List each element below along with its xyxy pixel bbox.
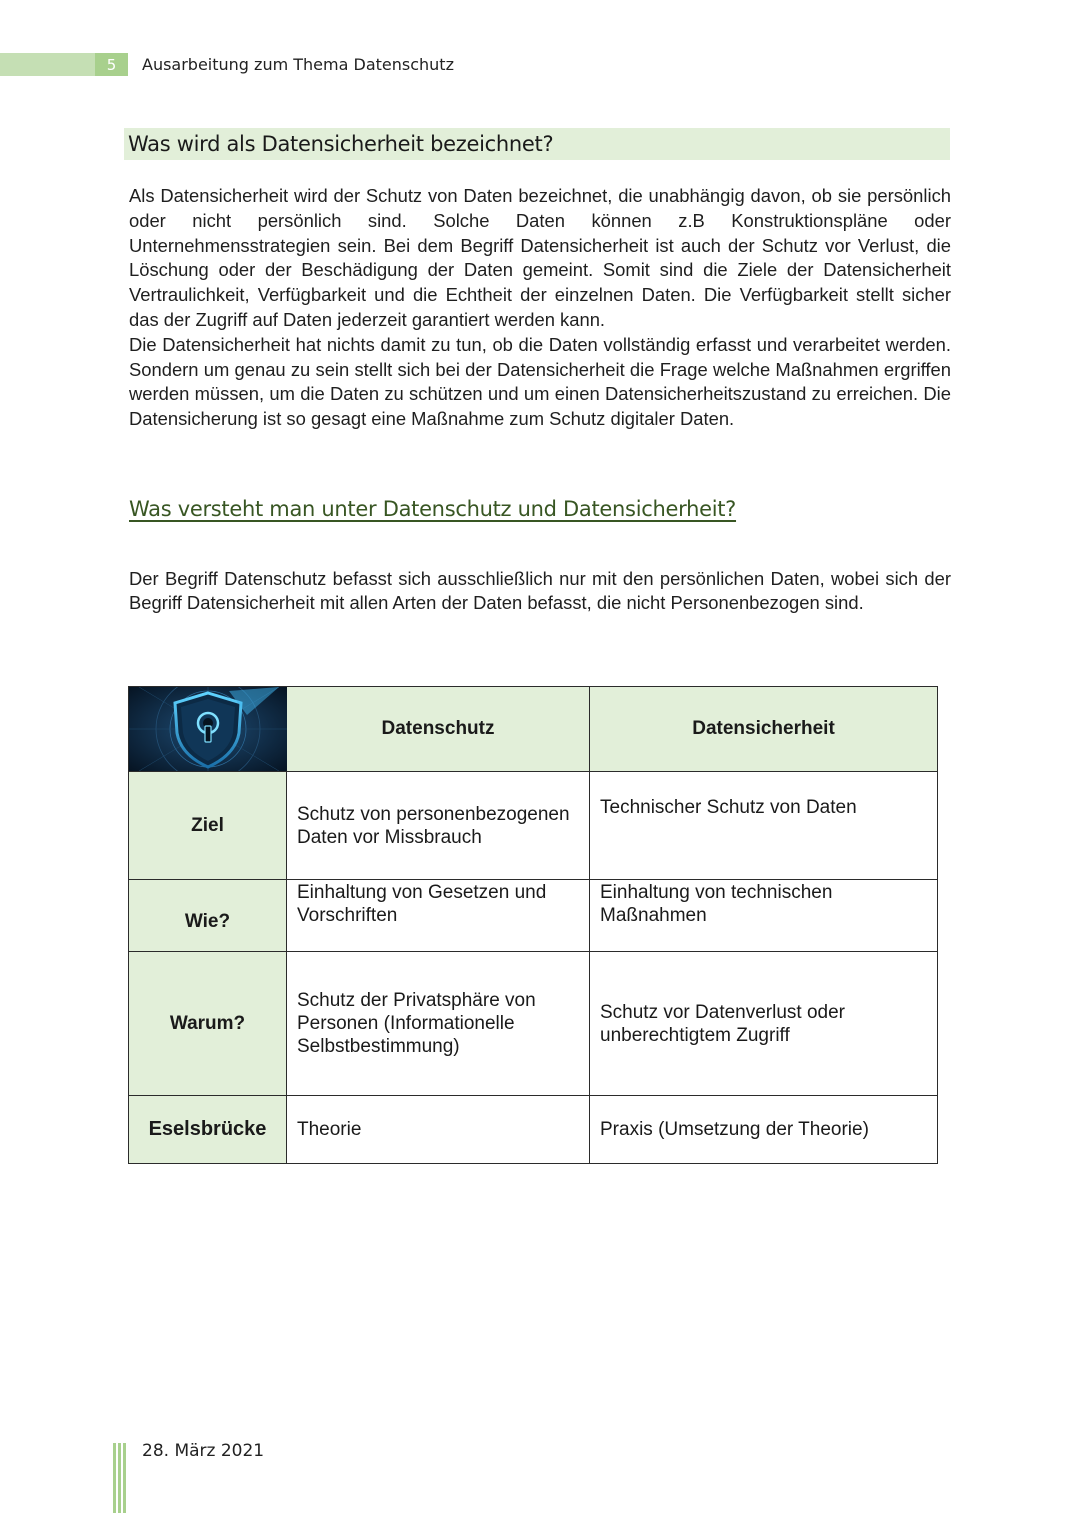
footer-accent-bars <box>113 1443 127 1513</box>
column-header-datensicherheit: Datensicherheit <box>590 687 938 772</box>
paragraph: Der Begriff Datenschutz befasst sich ausschließlich nur mit den persönlichen Daten, wobei sich der Begriff Datensicherheit mit allen Arten der Daten befasst, die nicht Personenbezogen sind. <box>129 568 951 613</box>
cell-wie-datensicherheit: Einhaltung von technischen Maßnahmen <box>590 880 938 952</box>
row-label-eselsbruecke: Eselsbrücke <box>129 1096 287 1164</box>
cell-ziel-datenschutz: Schutz von personenbezogenen Daten vor Missbrauch <box>287 772 590 880</box>
row-label-warum: Warum? <box>129 952 287 1096</box>
cell-warum-datenschutz: Schutz der Privatsphäre von Personen (Informationelle Selbstbestimmung) <box>287 952 590 1096</box>
cell-eselsbruecke-datensicherheit: Praxis (Umsetzung der Theorie) <box>590 1096 938 1164</box>
comparison-table <box>128 686 938 1164</box>
cell-ziel-datensicherheit: Technischer Schutz von Daten <box>590 772 938 880</box>
column-header-datenschutz: Datenschutz <box>287 687 590 772</box>
table-row <box>129 880 938 952</box>
row-label-wie: Wie? <box>129 880 287 952</box>
row-label-ziel: Ziel <box>129 772 287 880</box>
section-heading-datensicherheit: Was wird als Datensicherheit bezeichnet? <box>124 128 950 160</box>
document-title: Ausarbeitung zum Thema Datenschutz <box>142 55 454 74</box>
cell-eselsbruecke-datenschutz: Theorie <box>287 1096 590 1164</box>
section1-body <box>129 184 951 432</box>
cell-warum-datensicherheit: Schutz vor Datenverlust oder unberechtigtem Zugriff <box>590 952 938 1096</box>
security-shield-keyhole-icon <box>129 687 287 771</box>
paragraph: Als Datensicherheit wird der Schutz von Daten bezeichnet, die unabhängig davon, ob sie persönlich oder nicht persönlich sind. Solche Daten können z.B Konstruktionspläne oder Unternehmensstrategien sein. Bei dem Begriff Datensicherheit ist auch der Schutz vor Verlust, die Löschung oder der Beschädigung der Daten gemeint. Somit sind die Ziele der Datensicherheit Vertraulichkeit, Verfügbarkeit und die Echtheit der einzelnen Daten. Die Verfügbarkeit stellt sicher das der Zugriff auf Daten jederzeit garantiert werden kann. <box>129 185 951 330</box>
table-header-row <box>129 687 938 772</box>
table-image-cell <box>129 687 287 772</box>
paragraph: Die Datensicherheit hat nichts damit zu tun, ob die Daten vollständig erfasst und verarbeitet werden. Sondern um genau zu sein stellt sich bei der Datensicherheit die Frage welche Maßnahmen ergriffen werden müssen, um die Daten zu schützen und um einen Datensicherheitszustand zu erreichen. Die Datensicherung ist so gesagt eine Maßnahme zum Schutz digitaler Daten. <box>129 333 951 430</box>
section-heading-comparison: Was versteht man unter Datenschutz und Datensicherheit? <box>129 497 737 521</box>
cell-wie-datenschutz: Einhaltung von Gesetzen und Vorschriften <box>287 880 590 952</box>
table-row <box>129 772 938 880</box>
header-accent-band <box>0 53 95 76</box>
section2-body <box>129 567 951 614</box>
table-row <box>129 952 938 1096</box>
footer-date: 28. März 2021 <box>142 1441 265 1461</box>
page-number: 5 <box>95 53 128 76</box>
table-row <box>129 1096 938 1164</box>
